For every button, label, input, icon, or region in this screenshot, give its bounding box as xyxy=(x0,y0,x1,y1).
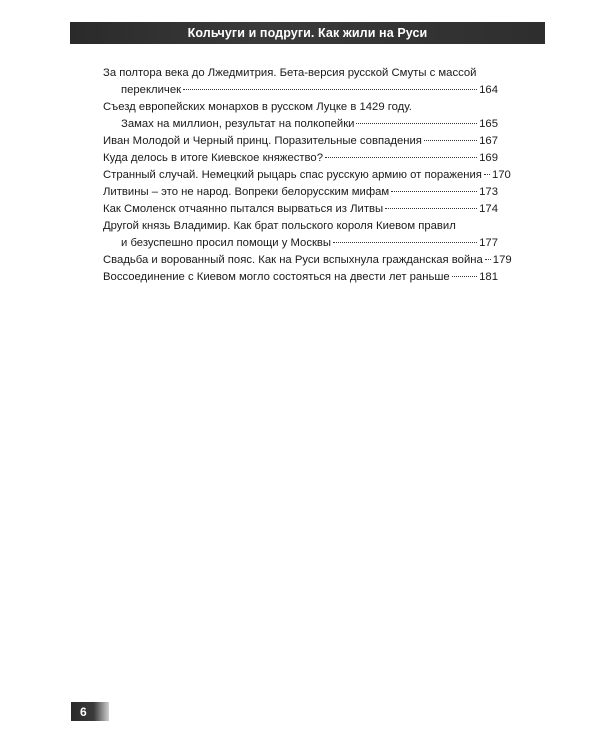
toc-entry-title: Странный случай. Немецкий рыцарь спас русскую армию от поражения xyxy=(103,169,482,181)
toc-entry-line xyxy=(103,269,498,286)
toc-entry-title: Воссоединение с Киевом могло состояться на двести лет раньше xyxy=(103,271,450,283)
toc-entry-title-cont: перекличек xyxy=(121,84,182,96)
toc-entry xyxy=(103,150,498,167)
toc-entry-line xyxy=(103,184,498,201)
dot-leader xyxy=(485,259,491,260)
page-number-badge xyxy=(71,702,109,721)
toc-entry-line xyxy=(103,133,498,150)
toc-page-number: 181 xyxy=(479,271,498,283)
toc-entry-line xyxy=(103,150,498,167)
toc-entry-line xyxy=(103,116,498,133)
toc-entry xyxy=(103,184,498,201)
toc-entry-line xyxy=(103,235,498,252)
toc-page-number: 179 xyxy=(492,254,512,266)
toc-entry-title: Иван Молодой и Черный принц. Поразительные совпадения xyxy=(103,135,422,147)
toc-entry xyxy=(103,201,498,218)
toc-page-number: 164 xyxy=(479,84,498,96)
page-number: 6 xyxy=(80,704,87,719)
dot-leader xyxy=(391,191,477,192)
toc-entry-line xyxy=(103,252,512,269)
toc-entry-title-cont: Замах на миллион, результат на полкопейки xyxy=(121,118,355,130)
toc-entry-title: Литвины – это не народ. Вопреки белорусским мифам xyxy=(103,186,390,198)
dot-leader xyxy=(356,123,477,124)
dot-leader xyxy=(452,276,477,277)
toc-entry-title-cont: и безуспешно просил помощи у Москвы xyxy=(121,237,332,249)
toc-entry-title: За полтора века до Лжедмитрия. Бета-версия русской Смуты с массой xyxy=(103,67,477,79)
toc-entry-title: Как Смоленск отчаянно пытался вырваться из Литвы xyxy=(103,203,384,215)
toc-entry xyxy=(103,167,511,184)
dot-leader xyxy=(325,157,477,158)
toc-page-number: 165 xyxy=(479,118,498,130)
toc-entry-line xyxy=(103,65,498,82)
book-title: Кольчуги и подруги. Как жили на Руси xyxy=(187,26,428,40)
toc-entry-line xyxy=(103,167,511,184)
toc-entry-title: Куда делось в итоге Киевское княжество? xyxy=(103,152,323,164)
toc-page-number: 170 xyxy=(491,169,511,181)
dot-leader xyxy=(424,140,477,141)
toc-entry-title: Свадьба и ворованный пояс. Как на Руси вспыхнула гражданская война xyxy=(103,254,483,266)
dot-leader xyxy=(333,242,477,243)
toc-entry-line xyxy=(103,82,498,99)
toc-entry-line xyxy=(103,201,498,218)
toc-entry xyxy=(103,65,498,99)
toc-entry-line xyxy=(103,99,498,116)
toc-entry xyxy=(103,252,512,269)
toc-page-number: 173 xyxy=(479,186,498,198)
dot-leader xyxy=(484,174,490,175)
toc-entry-title: Другой князь Владимир. Как брат польского короля Киевом правил xyxy=(103,220,456,232)
toc-entry xyxy=(103,218,498,252)
toc-page-number: 177 xyxy=(479,237,498,249)
toc-entry-title: Съезд европейских монархов в русском Луцке в 1429 году. xyxy=(103,101,412,113)
toc-page-number: 174 xyxy=(479,203,498,215)
toc-entry-line xyxy=(103,218,498,235)
toc-page-number: 167 xyxy=(479,135,498,147)
toc-entry xyxy=(103,99,498,133)
toc-page-number: 169 xyxy=(479,152,498,164)
toc-entry xyxy=(103,269,498,286)
toc-entry xyxy=(103,133,498,150)
dot-leader xyxy=(385,208,477,209)
running-header xyxy=(70,22,545,44)
dot-leader xyxy=(183,89,477,90)
table-of-contents xyxy=(103,65,512,286)
